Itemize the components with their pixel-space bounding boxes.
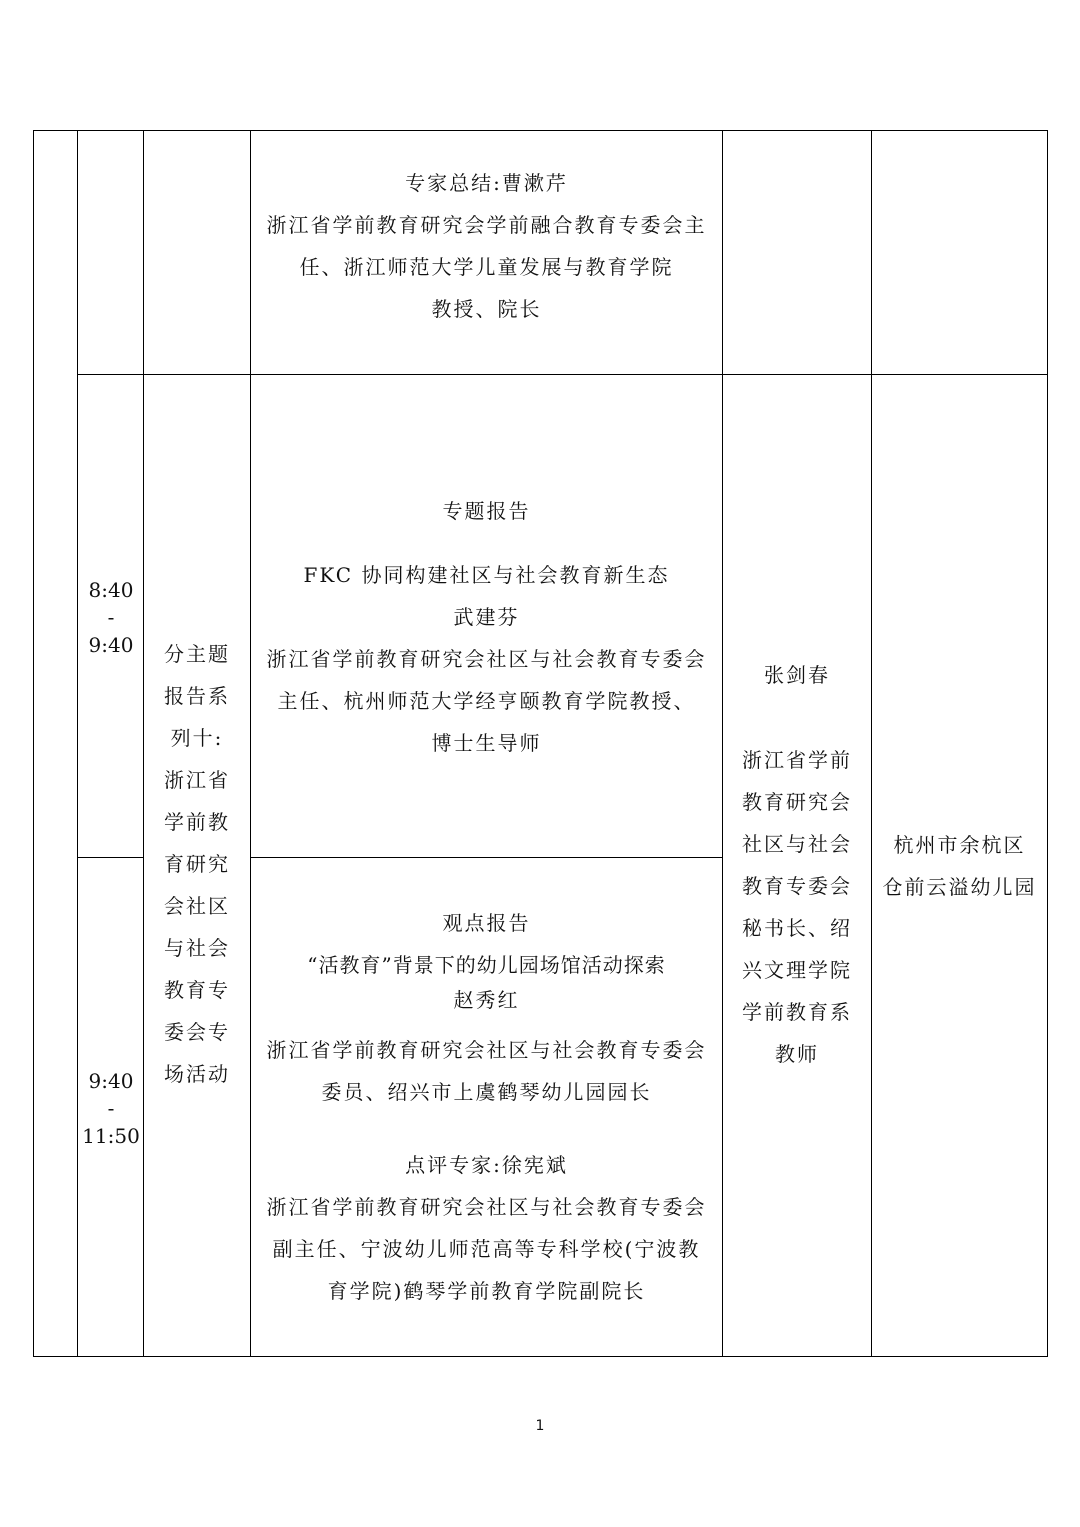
host-name: 张剑春 — [764, 663, 830, 687]
theme-line: 教育专 — [164, 978, 230, 1002]
session2-reviewer-line: 育学院)鹤琴学前教育学院副院长 — [327, 1279, 646, 1303]
table-top-border — [33, 130, 1048, 131]
session2-speaker-line: 浙江省学前教育研究会社区与社会教育专委会 — [266, 1038, 707, 1062]
session1-report-type: 专题报告 — [442, 499, 531, 523]
theme-line: 报告系 — [164, 684, 230, 708]
session2-speaker: 赵秀红 — [453, 988, 520, 1012]
session2-reviewer-block — [251, 1144, 722, 1312]
page-number: 1 — [535, 1418, 545, 1434]
session2-report-type: 观点报告 — [442, 911, 531, 935]
theme-line: 育研究 — [164, 852, 230, 876]
expert-summary-block — [251, 162, 722, 330]
row-divider-2 — [77, 857, 144, 858]
host-title-line: 教育研究会 — [742, 790, 852, 814]
col-border-7 — [1047, 130, 1048, 1357]
col-border-6 — [871, 130, 872, 1357]
theme-line: 场活动 — [164, 1062, 230, 1086]
session2-reviewer-line: 副主任、宁波幼儿师范高等专科学校(宁波教 — [272, 1237, 701, 1261]
session2-reviewer: 点评专家:徐宪斌 — [405, 1153, 568, 1177]
session1-time-dash: - — [107, 605, 115, 629]
session2-time — [78, 1067, 144, 1151]
theme-line: 分主题 — [164, 642, 230, 666]
session1-speaker-line: 浙江省学前教育研究会社区与社会教育专委会 — [266, 647, 707, 671]
session1-time-start: 8:40 — [88, 578, 134, 602]
col-border-2 — [77, 130, 78, 1357]
session1-speaker: 武建芬 — [453, 605, 520, 629]
venue-block — [872, 824, 1047, 908]
theme-column — [144, 633, 250, 1095]
session1-time-end: 9:40 — [88, 633, 134, 657]
session2-reviewer-line: 浙江省学前教育研究会社区与社会教育专委会 — [266, 1195, 707, 1219]
venue-line: 仓前云溢幼儿园 — [882, 875, 1037, 899]
table-bottom-border — [33, 1356, 1048, 1357]
session2-speaker-block — [251, 1029, 722, 1113]
host-title-block — [723, 739, 871, 1075]
host-title-line: 浙江省学前 — [742, 748, 852, 772]
session2-speaker-line: 委员、绍兴市上虞鹤琴幼儿园园长 — [321, 1080, 652, 1104]
session1-speaker-line: 主任、杭州师范大学经亨颐教育学院教授、 — [277, 689, 696, 713]
host-title-line: 教育专委会 — [742, 874, 852, 898]
session1-speaker-line: 博士生导师 — [431, 731, 542, 755]
row-divider-1 — [77, 374, 1048, 375]
host-title-line: 社区与社会 — [742, 832, 852, 856]
expert-summary-line: 教授、院长 — [431, 297, 542, 321]
session2-time-end: 11:50 — [82, 1124, 140, 1148]
host-title-line: 秘书长、绍 — [742, 916, 852, 940]
row-divider-3 — [250, 857, 723, 858]
session1-speaker-block — [251, 596, 722, 764]
theme-line: 学前教 — [164, 810, 230, 834]
theme-line: 会社区 — [164, 894, 230, 918]
theme-line: 与社会 — [164, 936, 230, 960]
host-title-line: 教师 — [775, 1042, 819, 1066]
session2-time-dash: - — [107, 1096, 115, 1120]
host-title-line: 兴文理学院 — [742, 958, 852, 982]
theme-line: 浙江省 — [164, 768, 230, 792]
session2-topic: “活教育”背景下的幼儿园场馆活动探索 — [307, 953, 666, 977]
host-title-line: 学前教育系 — [742, 1000, 852, 1024]
theme-line: 列十: — [170, 726, 224, 750]
session2-time-start: 9:40 — [88, 1069, 134, 1093]
expert-summary-line: 浙江省学前教育研究会学前融合教育专委会主 — [266, 213, 707, 237]
col-border-1 — [33, 130, 34, 1357]
session1-time — [78, 576, 144, 660]
theme-line: 委会专 — [164, 1020, 230, 1044]
venue-line: 杭州市余杭区 — [893, 833, 1026, 857]
expert-summary-title: 专家总结:曹漱芹 — [405, 171, 568, 195]
expert-summary-line: 任、浙江师范大学儿童发展与教育学院 — [299, 255, 674, 279]
session1-topic: FKC 协同构建社区与社会教育新生态 — [303, 563, 670, 587]
